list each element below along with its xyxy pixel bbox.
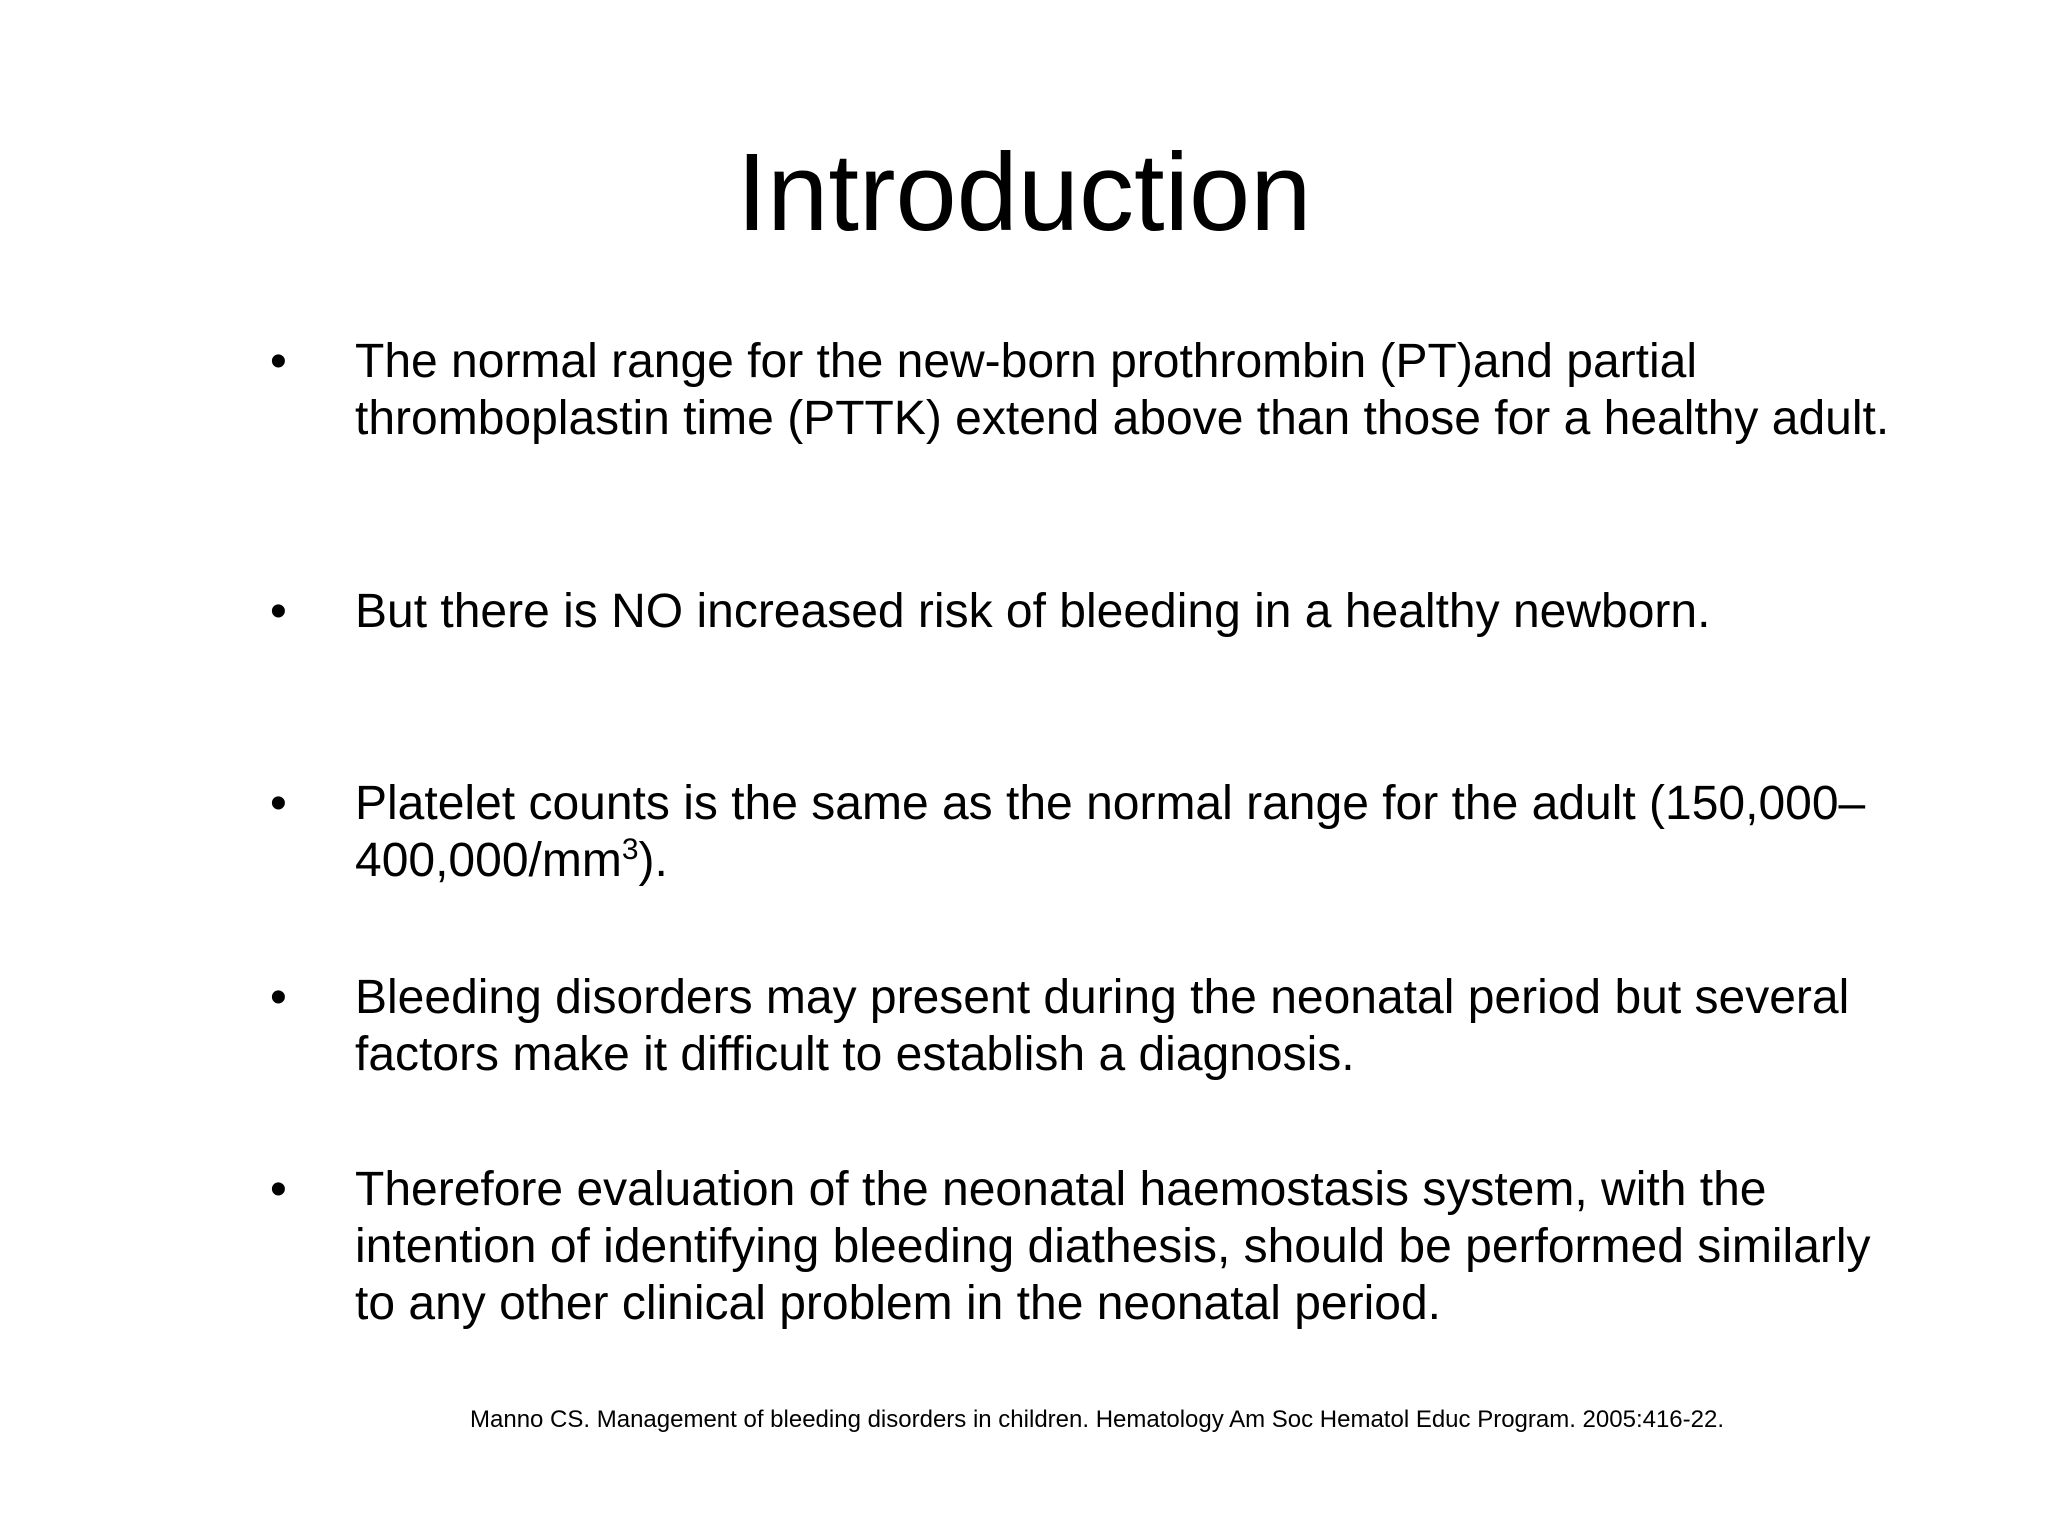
- superscript-3: 3: [621, 833, 639, 866]
- slide-title: Introduction: [736, 131, 1312, 254]
- bullet-marker: •: [270, 971, 287, 1024]
- bullet-text: The normal range for the new-born prothrombin (PT)and partial thromboplastin time (PTTK) extend above than those for a healthy adult.: [355, 335, 1890, 445]
- bullet-text: But there is NO increased risk of bleeding in a healthy newborn.: [355, 585, 1711, 638]
- bullet-text-before: Platelet counts is the same as the normal range for the adult (150,000–400,000/mm: [355, 777, 1866, 887]
- bullet-marker: •: [270, 777, 287, 830]
- bullet-marker: •: [270, 585, 287, 638]
- bullet-text: Therefore evaluation of the neonatal haemostasis system, with the intention of identifying bleeding diathesis, should be performed similarly to any other clinical problem in the neonatal period.: [355, 1163, 1871, 1330]
- citation: Manno CS. Management of bleeding disorders in children. Hematology Am Soc Hematol Educ Program. 2005:416-22.: [470, 1406, 1725, 1433]
- bullet-text: Bleeding disorders may present during the neonatal period but several factors make it difficult to establish a diagnosis.: [355, 971, 1850, 1081]
- bullet-text: [355, 775, 1915, 889]
- bullet-marker: •: [270, 1163, 287, 1216]
- bullet-text-after: ).: [638, 834, 668, 887]
- bullet-marker: •: [270, 335, 287, 388]
